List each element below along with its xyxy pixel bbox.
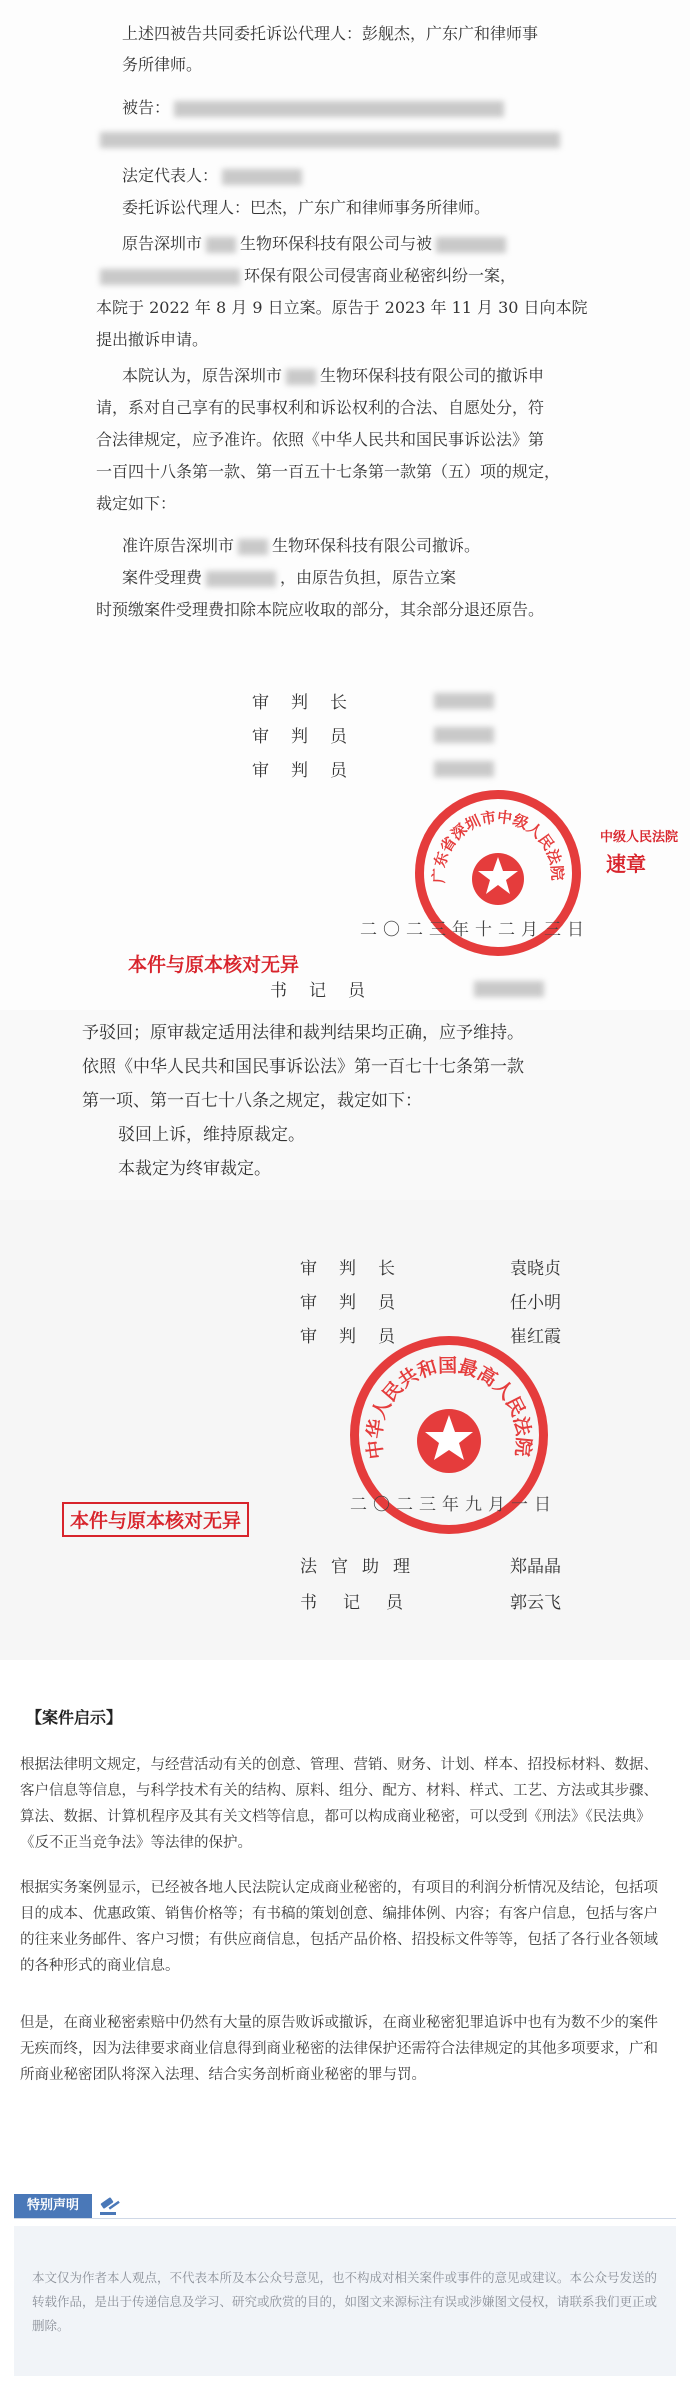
judge-name: 袁晓贞: [510, 1259, 561, 1279]
text-line: 提出撤诉申请。: [96, 330, 209, 349]
redacted-name: [434, 761, 494, 777]
redacted-line: [96, 123, 564, 154]
judge-role: 审判员: [300, 1327, 417, 1347]
clerk-role: 书记员: [270, 981, 387, 1001]
judge-role: 审判员: [252, 727, 369, 747]
text-line: 本院于 2022 年 8 月 9 日立案。原告于 2023 年 11 月 30 日向本院: [96, 298, 588, 317]
ruling-date: 二〇二三年九月一日: [350, 1495, 557, 1515]
court-stamp-bottom: 速章: [606, 852, 646, 876]
redacted-name: [434, 727, 494, 743]
text-line: 案件受理费 ，由原告负担，原告立案: [122, 568, 457, 587]
judge-name: 崔红霞: [510, 1327, 561, 1347]
judge-role: 审判员: [300, 1293, 417, 1313]
text-line: 时预缴案件受理费扣除本院应收取的部分，其余部分退还原告。: [96, 600, 545, 619]
paragraph: 根据法律明文规定，与经营活动有关的创意、管理、营销、财务、计划、样本、招投标材料、数据、客户信息等信息，与科学技术有关的结构、原料、组分、配方、材料、样式、工艺、方法或其步骤、算法、数据、计算机程序及其有关文档等信息，都可以构成商业秘密，可以受到《刑法》《民法典》《反不正当竞争法》等法律的保护。: [20, 1757, 658, 1851]
paragraph: 根据实务案例显示，已经被各地人民法院认定成商业秘密的，有项目的利润分析情况及结论，包括项目的成本、优惠政策、销售价格等；有书稿的策划创意、编排体例、内容；有客户信息，包括与客户的往来业务邮件、客户习惯；有供应商信息，包括产品价格、招投标文件等等，包括了各行业各领域的各种形式的商业信息。: [20, 1880, 658, 1974]
judge-name: 任小明: [510, 1293, 561, 1313]
clerk-role: 书记员: [300, 1593, 429, 1613]
seal-text: 中华人民共和国最高人民法院: [363, 1354, 535, 1461]
text-line: 上述四被告共同委托诉讼代理人：彭舰杰，广东广和律师事: [122, 24, 539, 43]
redacted-name: [474, 981, 544, 997]
verify-stamp: 本件与原本核对无异: [128, 954, 300, 976]
section-title: 【案件启示】: [26, 1708, 123, 1727]
text-line: 第一项、第一百七十八条之规定，裁定如下：: [82, 1091, 422, 1111]
text-line: 环保有限公司侵害商业秘密纠纷一案，: [96, 260, 516, 291]
text-line: 法定代表人：: [122, 160, 306, 191]
text-line: 合法律规定，应予准许。依照《中华人民共和国民事诉讼法》第: [96, 430, 545, 449]
judge-role: 审判长: [300, 1259, 417, 1279]
text-line: 本裁定为终审裁定。: [118, 1159, 271, 1179]
text-line: 请，系对自己享有的民事权利和诉讼权利的合法、自愿处分，符: [96, 398, 545, 417]
text-line: 准许原告深圳市 生物环保科技有限公司撤诉。: [122, 536, 481, 555]
assistant-name: 郑晶晶: [510, 1557, 561, 1577]
text-line: 本院认为，原告深圳市 生物环保科技有限公司的撤诉申: [122, 366, 545, 385]
text-line: 依照《中华人民共和国民事诉讼法》第一百七十七条第一款: [82, 1057, 524, 1077]
paragraph: 但是，在商业秘密索赔中仍然有大量的原告败诉或撤诉，在商业秘密犯罪追诉中也有为数不少的案件无疾而终，因为法律要求商业信息得到商业秘密的法律保护还需符合法律规定的其他多项要求，广和所商业秘密团队将深入法理、结合实务剖析商业秘密的罪与罚。: [20, 2015, 658, 2083]
court-ruling-scan-3: [0, 1200, 690, 1660]
verify-stamp: 本件与原本核对无异: [62, 1502, 249, 1537]
notice-tag: [14, 2194, 130, 2218]
judge-role: 审判员: [252, 761, 369, 781]
text-line: 予驳回；原审裁定适用法律和裁判结果均正确，应予维持。: [82, 1023, 524, 1043]
court-ruling-scan-1: [0, 0, 690, 1010]
seal-text: 广东省深圳市中级人民法院: [429, 808, 567, 884]
assistant-role: 法官助理: [300, 1557, 424, 1577]
clerk-name: 郭云飞: [510, 1593, 561, 1613]
text-line: 一百四十八条第一款、第一百五十七条第一款第（五）项的规定，: [96, 462, 561, 481]
text-line: 驳回上诉，维持原裁定。: [118, 1125, 305, 1145]
court-stamp-top: 中级人民法院: [600, 830, 679, 845]
text-line: 务所律师。: [122, 55, 203, 74]
gavel-icon: [98, 2196, 126, 2216]
text-line: 原告深圳市 生物环保科技有限公司与被: [122, 228, 510, 259]
court-ruling-scan-2: [0, 1010, 690, 1200]
notice-text: 本文仅为作者本人观点，不代表本所及本公众号意见，也不构成对相关案件或事件的意见或建议。本公众号发送的转载作品，是出于传递信息及学习、研究或欣赏的目的，如图文来源标注有误或涉嫌图文侵权，请联系我们更正或删除。: [32, 2270, 658, 2333]
text-line: 裁定如下：: [96, 494, 177, 513]
notice-divider: [14, 2218, 676, 2219]
ruling-date: 二〇二三年十二月三日: [360, 920, 590, 940]
notice-label: 特别声明: [14, 2194, 92, 2218]
text-line: 委托诉讼代理人：巴杰，广东广和律师事务所律师。: [122, 198, 491, 217]
judge-role: 审判长: [252, 693, 369, 713]
text-line: 被告：: [122, 92, 508, 123]
redacted-name: [434, 693, 494, 709]
